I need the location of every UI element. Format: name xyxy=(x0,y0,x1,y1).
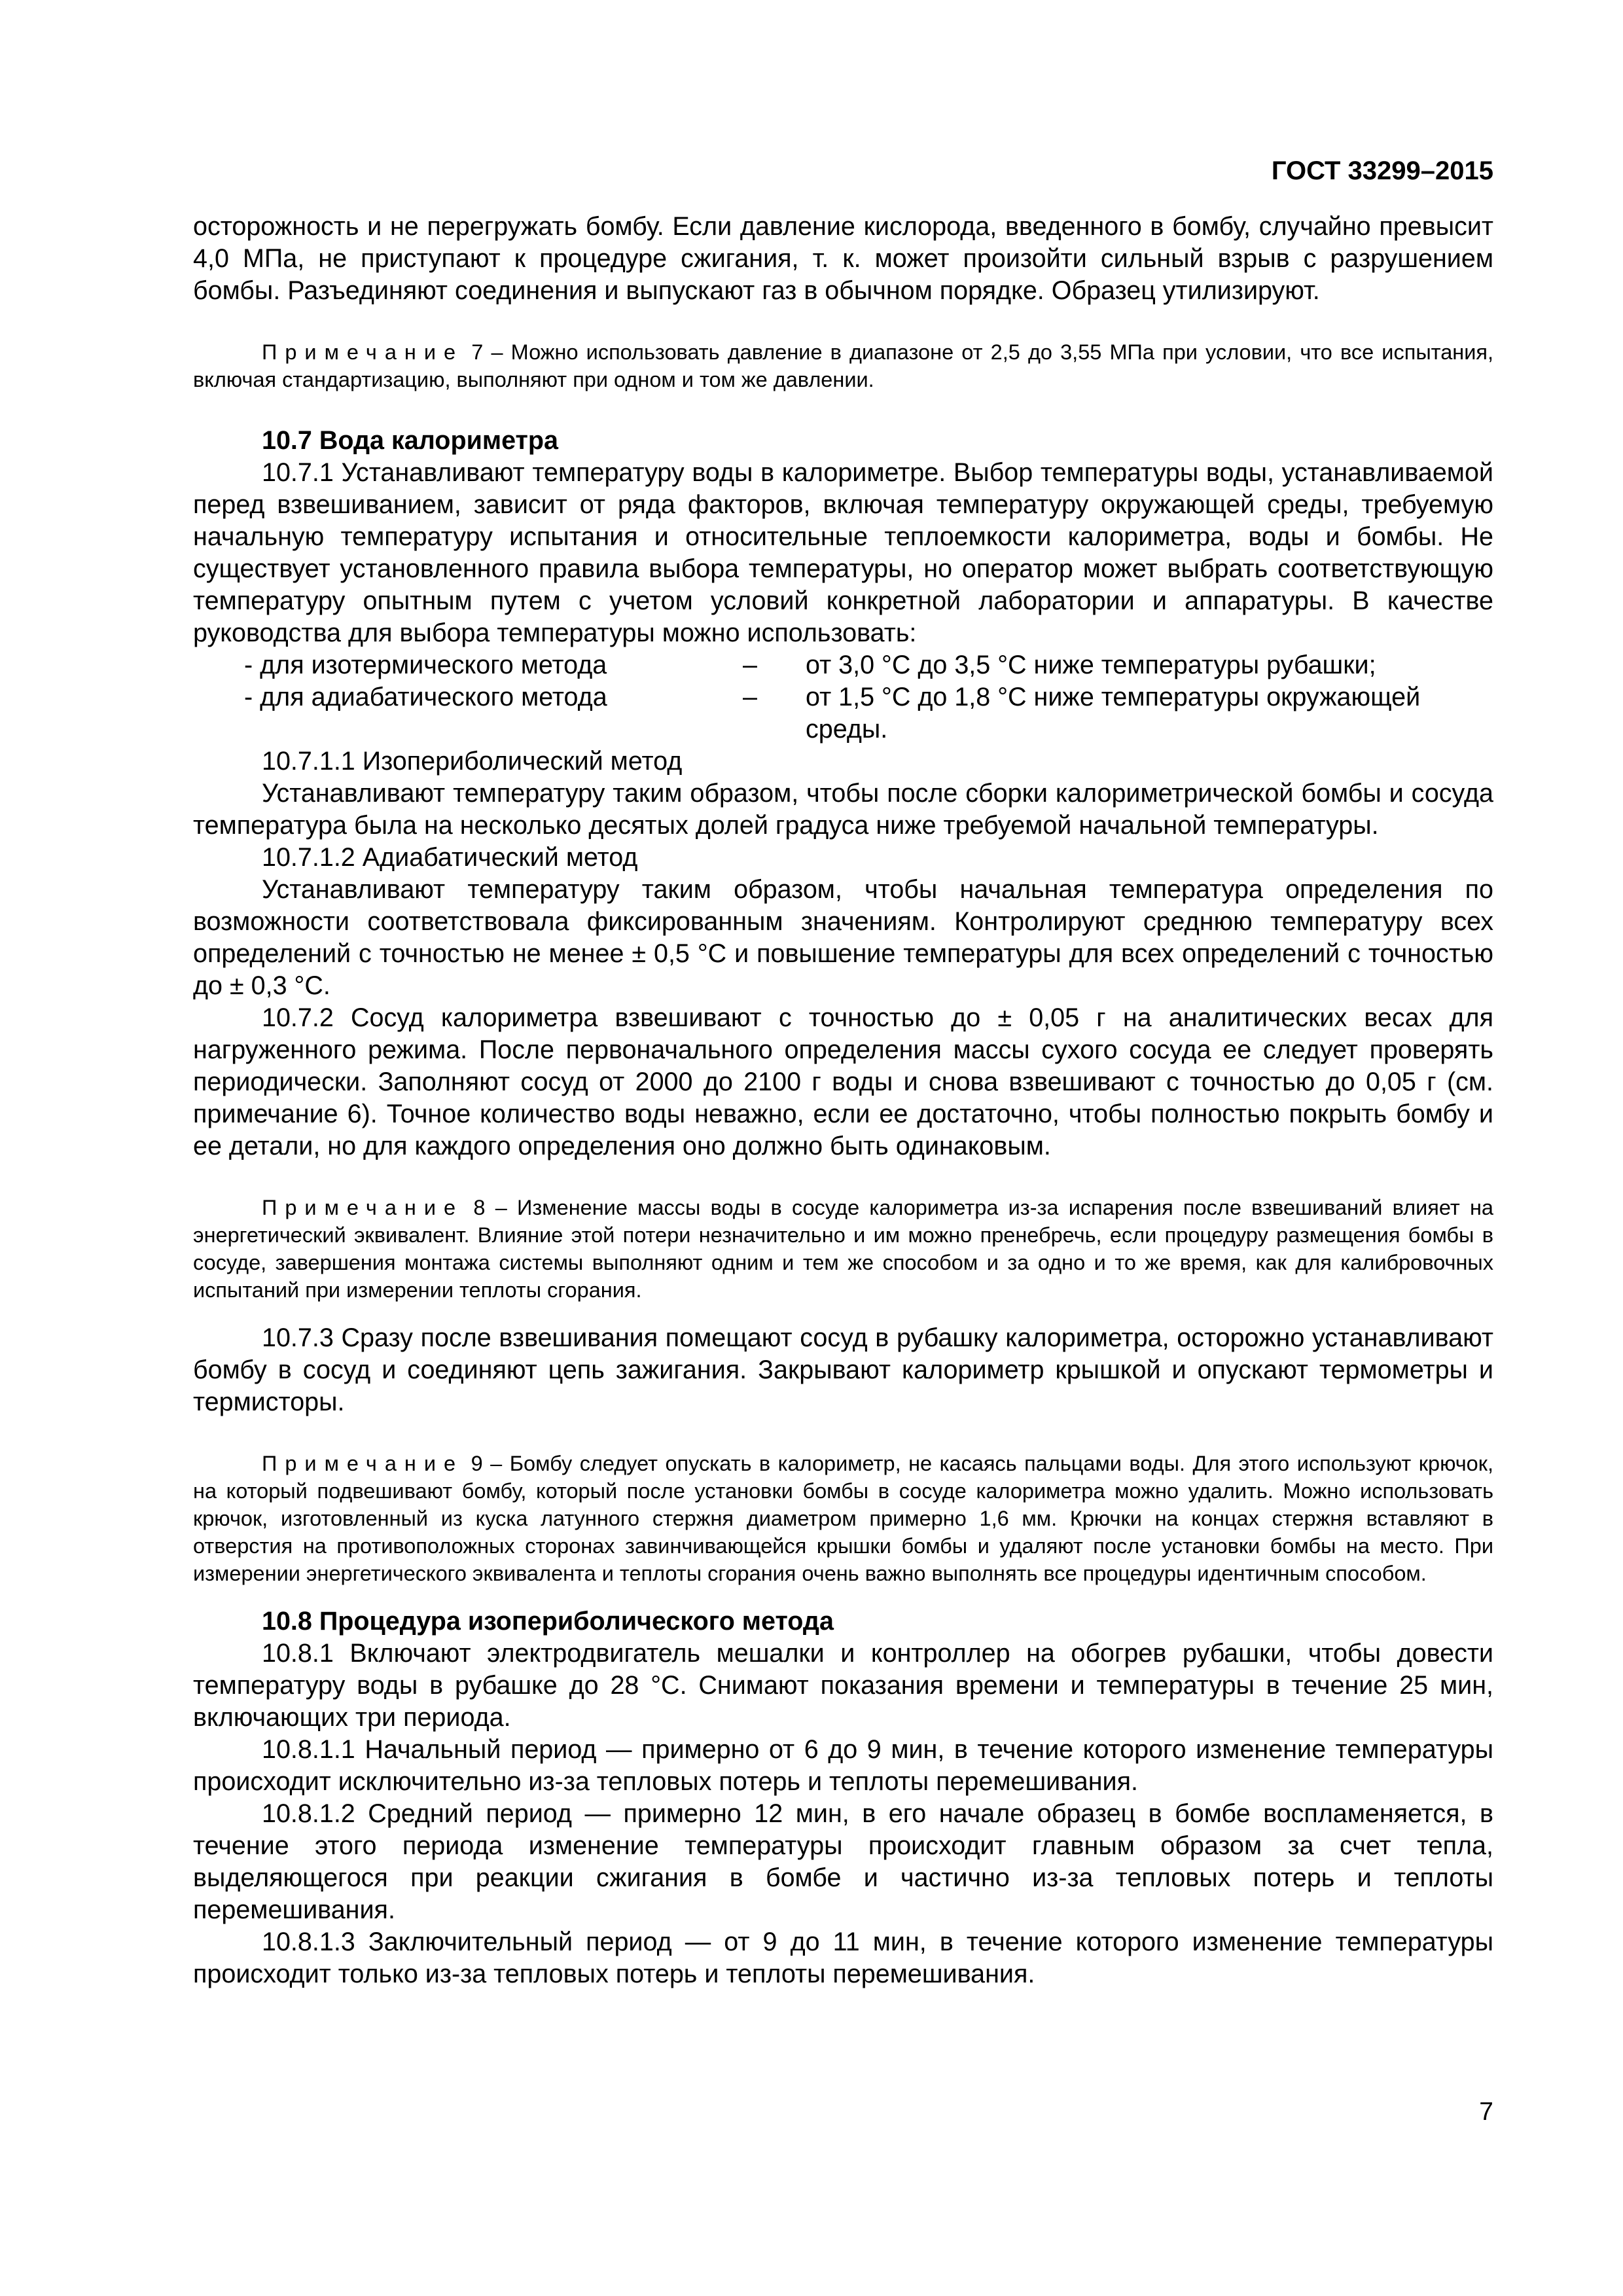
list-method: - для изотермического метода xyxy=(244,651,607,679)
document-body xyxy=(193,211,1493,1990)
page-number: 7 xyxy=(1479,2098,1493,2126)
note-label: Примечание xyxy=(262,340,464,364)
list-dash: – xyxy=(743,683,757,711)
note-label: Примечание xyxy=(262,1196,464,1219)
paragraph-10-7-1-2: Устанавливают температуру таким образом, чтобы начальная температура определения по возможности соответствовала фиксированным значениям. Контролируют среднюю температуру всех определений с точностью не менее ± 0,5 °С и повышение температуры для всех определений с точностью до ± 0,3 °С. xyxy=(193,875,1493,1000)
paragraph-10-7-3: 10.7.3 Сразу после взвешивания помещают сосуд в рубашку калориметра, осторожно устанавливают бомбу в сосуд и соединяют цепь зажигания. Закрывают калориметр крышкой и опускают термометры и термисторы. xyxy=(193,1323,1493,1416)
heading-10-7-1-2: 10.7.1.2 Адиабатический метод xyxy=(262,843,638,872)
note-text: 7 – Можно использовать давление в диапазоне от 2,5 до 3,55 МПа при условии, что все испытания, включая стандартизацию, выполняют при одном и том же давлении. xyxy=(193,340,1493,391)
heading-10-8: 10.8 Процедура изопериболического метода xyxy=(262,1607,834,1636)
note-7 xyxy=(193,338,1493,393)
list-method: - для адиабатического метода xyxy=(244,683,607,711)
list-value: от 1,5 °С до 1,8 °С ниже температуры окружающей среды. xyxy=(806,683,1421,744)
note-9 xyxy=(193,1450,1493,1587)
paragraph-10-7-1-1: Устанавливают температуру таким образом, чтобы после сборки калориметрической бомбы и сосуда температура была на несколько десятых долей градуса ниже требуемой начальной температуры. xyxy=(193,779,1493,840)
paragraph-10-8-1: 10.8.1 Включают электродвигатель мешалки и контроллер на обогрев рубашки, чтобы довести температуру воды в рубашке до 28 °С. Снимают показания времени и температуры в течение 25 мин, включающих три периода. xyxy=(193,1639,1493,1732)
list-dash: – xyxy=(743,651,757,679)
paragraph-10-8-1-3: 10.8.1.3 Заключительный период — от 9 до 11 мин, в течение которого изменение температуры происходит только из-за тепловых потерь и теплоты перемешивания. xyxy=(193,1928,1493,1988)
paragraph-10-8-1-1: 10.8.1.1 Начальный период — примерно от 6 до 9 мин, в течение которого изменение температуры происходит исключительно из-за тепловых потерь и теплоты перемешивания. xyxy=(193,1735,1493,1796)
standard-number: ГОСТ 33299–2015 xyxy=(1271,156,1493,185)
paragraph-10-7-2: 10.7.2 Сосуд калориметра взвешивают с точностью до ± 0,05 г на аналитических весах для нагруженного режима. После первоначального определения массы сухого сосуда ее следует проверять периодически. Заполняют сосуд от 2000 до 2100 г воды и снова взвешивают с точностью до 0,05 г (см. примечание 6). Точное количество воды неважно, если ее достаточно, чтобы полностью покрыть бомбу и ее детали, но для каждого определения оно должно быть одинаковым. xyxy=(193,1003,1493,1160)
list-item xyxy=(193,681,1493,745)
paragraph-10-7-1: 10.7.1 Устанавливают температуру воды в калориметре. Выбор температуры воды, устанавливаемой перед взвешиванием, зависит от ряда факторов, включая температуру окружающей среды, требуемую начальную температуру испытания и относительные теплоемкости калориметра, воды и бомбы. Не существует установленного правила выбора температуры, но оператор может выбрать соответствующую температуру опытным путем с учетом условий конкретной лаборатории и аппаратуры. В качестве руководства для выбора температуры можно использовать: xyxy=(193,458,1493,647)
note-8 xyxy=(193,1194,1493,1304)
note-text: 9 – Бомбу следует опускать в калориметр, не касаясь пальцами воды. Для этого используют крючок, на который подвешивают бомбу, который после установки бомбы в сосуде калориметра можно удалить. Можно использовать крючок, изготовленный из куска латунного стержня диаметром примерно 1,6 мм. Крючки на концах стержня вставляют в отверстия на противоположных сторонах завинчивающейся крышки бомбы и удаляют после установки бомбы на место. При измерении энергетического эквивалента и теплоты сгорания очень важно выполнять все процедуры идентичным способом. xyxy=(193,1452,1493,1585)
note-label: Примечание xyxy=(262,1452,464,1475)
document-page xyxy=(193,0,1493,2296)
heading-10-7-1-1: 10.7.1.1 Изопериболический метод xyxy=(262,747,683,776)
paragraph-intro: осторожность и не перегружать бомбу. Если давление кислорода, введенного в бомбу, случайно превысит 4,0 МПа, не приступают к процедуре сжигания, т. к. может произойти сильный взрыв с разрушением бомбы. Разъединяют соединения и выпускают газ в обычном порядке. Образец утилизируют. xyxy=(193,212,1493,305)
heading-10-7: 10.7 Вода калориметра xyxy=(262,426,558,455)
note-text: 8 – Изменение массы воды в сосуде калориметра из-за испарения после взвешиваний влияет на энергетический эквивалент. Влияние этой потери незначительно и им можно пренебречь, если процедуру размещения бомбы в сосуде, завершения монтажа системы выполняют одним и тем же способом и за одно и то же время, как для калибровочных испытаний при измерении теплоты сгорания. xyxy=(193,1196,1493,1302)
list-item xyxy=(193,649,1493,681)
paragraph-10-8-1-2: 10.8.1.2 Средний период — примерно 12 мин, в его начале образец в бомбе воспламеняется, в течение этого периода изменение температуры происходит главным образом за счет тепла, выделяющегося при реакции сжигания в бомбе и частично из-за тепловых потерь и теплоты перемешивания. xyxy=(193,1799,1493,1924)
list-value: от 3,0 °С до 3,5 °С ниже температуры рубашки; xyxy=(806,651,1376,679)
